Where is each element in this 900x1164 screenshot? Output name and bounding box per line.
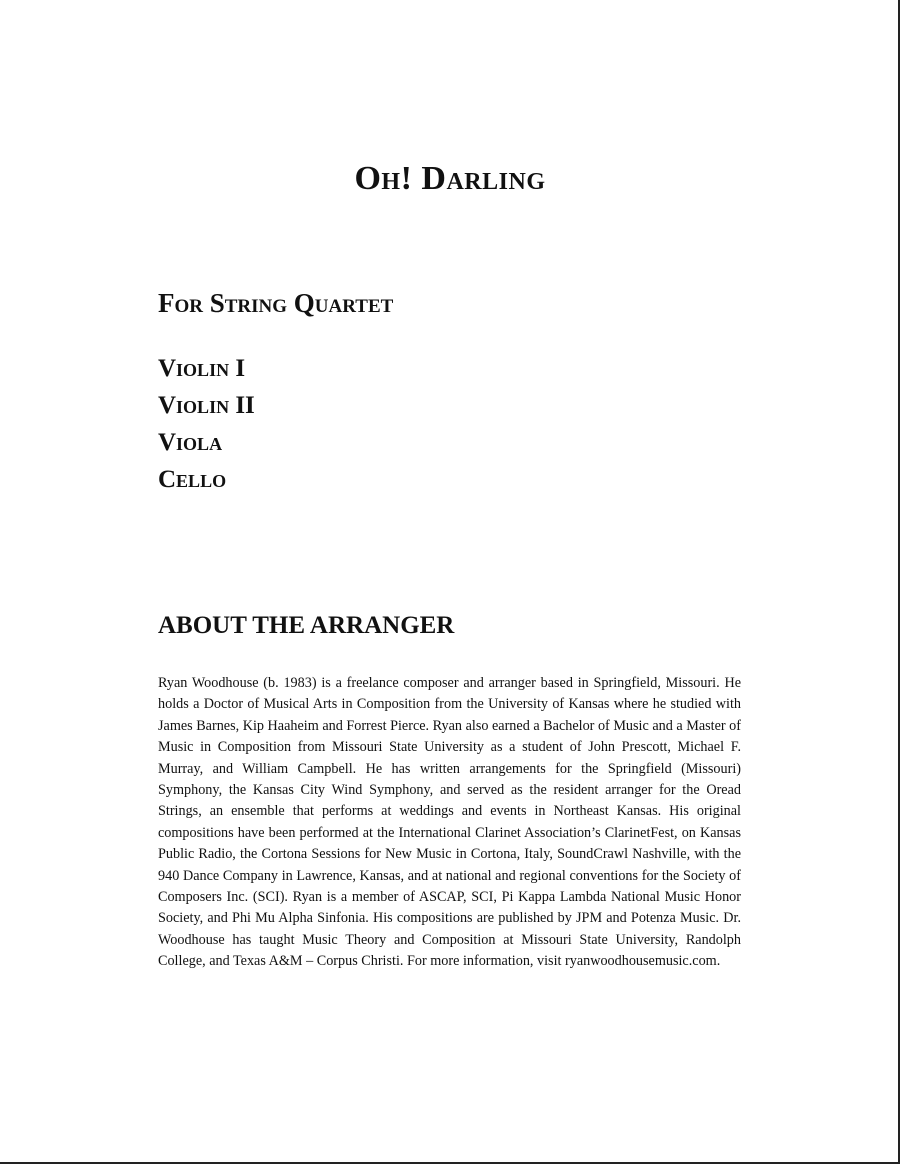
arranger-bio: Ryan Woodhouse (b. 1983) is a freelance composer and arranger based in Springfield, Missouri. He holds a Doctor of Musical Arts in Composition from the University of Kansas where he studied with James Barnes, Kip Haaheim and Forrest Pierce. Ryan also earned a Bachelor of Music and a Master of Music in Composition from Missouri State University as a student of John Prescott, Michael F. Murray, and William Campbell. He has written arrangements for the Springfield (Missouri) Symphony, the Kansas City Wind Symphony, and served as the resident arranger for the Oread Strings, an ensemble that performs at weddings and events in Northeast Kansas. His original compositions have been performed at the International Clarinet Association’s ClarinetFest, on Kansas Public Radio, the Cortona Sessions for New Music in Cortona, Italy, SoundCrawl Nashville, with the 940 Dance Company in Lawrence, Kansas, and at national and regional conventions for the Society of Composers Inc. (SCI). Ryan is a member of ASCAP, SCI, Pi Kappa Lambda National Music Honor Society, and Phi Mu Alpha Sinfonia. His compositions are published by JPM and Potenza Music. Dr. Woodhouse has taught Music Theory and Composition at Missouri State University, Randolph College, and Texas A&M – Corpus Christi. For more information, visit ryanwoodhousemusic.com.: [158, 675, 741, 970]
instrument-item: Violin I: [158, 355, 246, 382]
instrument-list: [158, 350, 255, 498]
instrument-item: Viola: [158, 429, 223, 456]
subtitle: For String Quartet: [158, 288, 394, 318]
page-title: Oh! Darling: [354, 160, 546, 197]
instrument-item: Violin II: [158, 392, 255, 419]
about-heading: ABOUT THE ARRANGER: [158, 612, 455, 639]
instrument-item: Cello: [158, 466, 227, 493]
